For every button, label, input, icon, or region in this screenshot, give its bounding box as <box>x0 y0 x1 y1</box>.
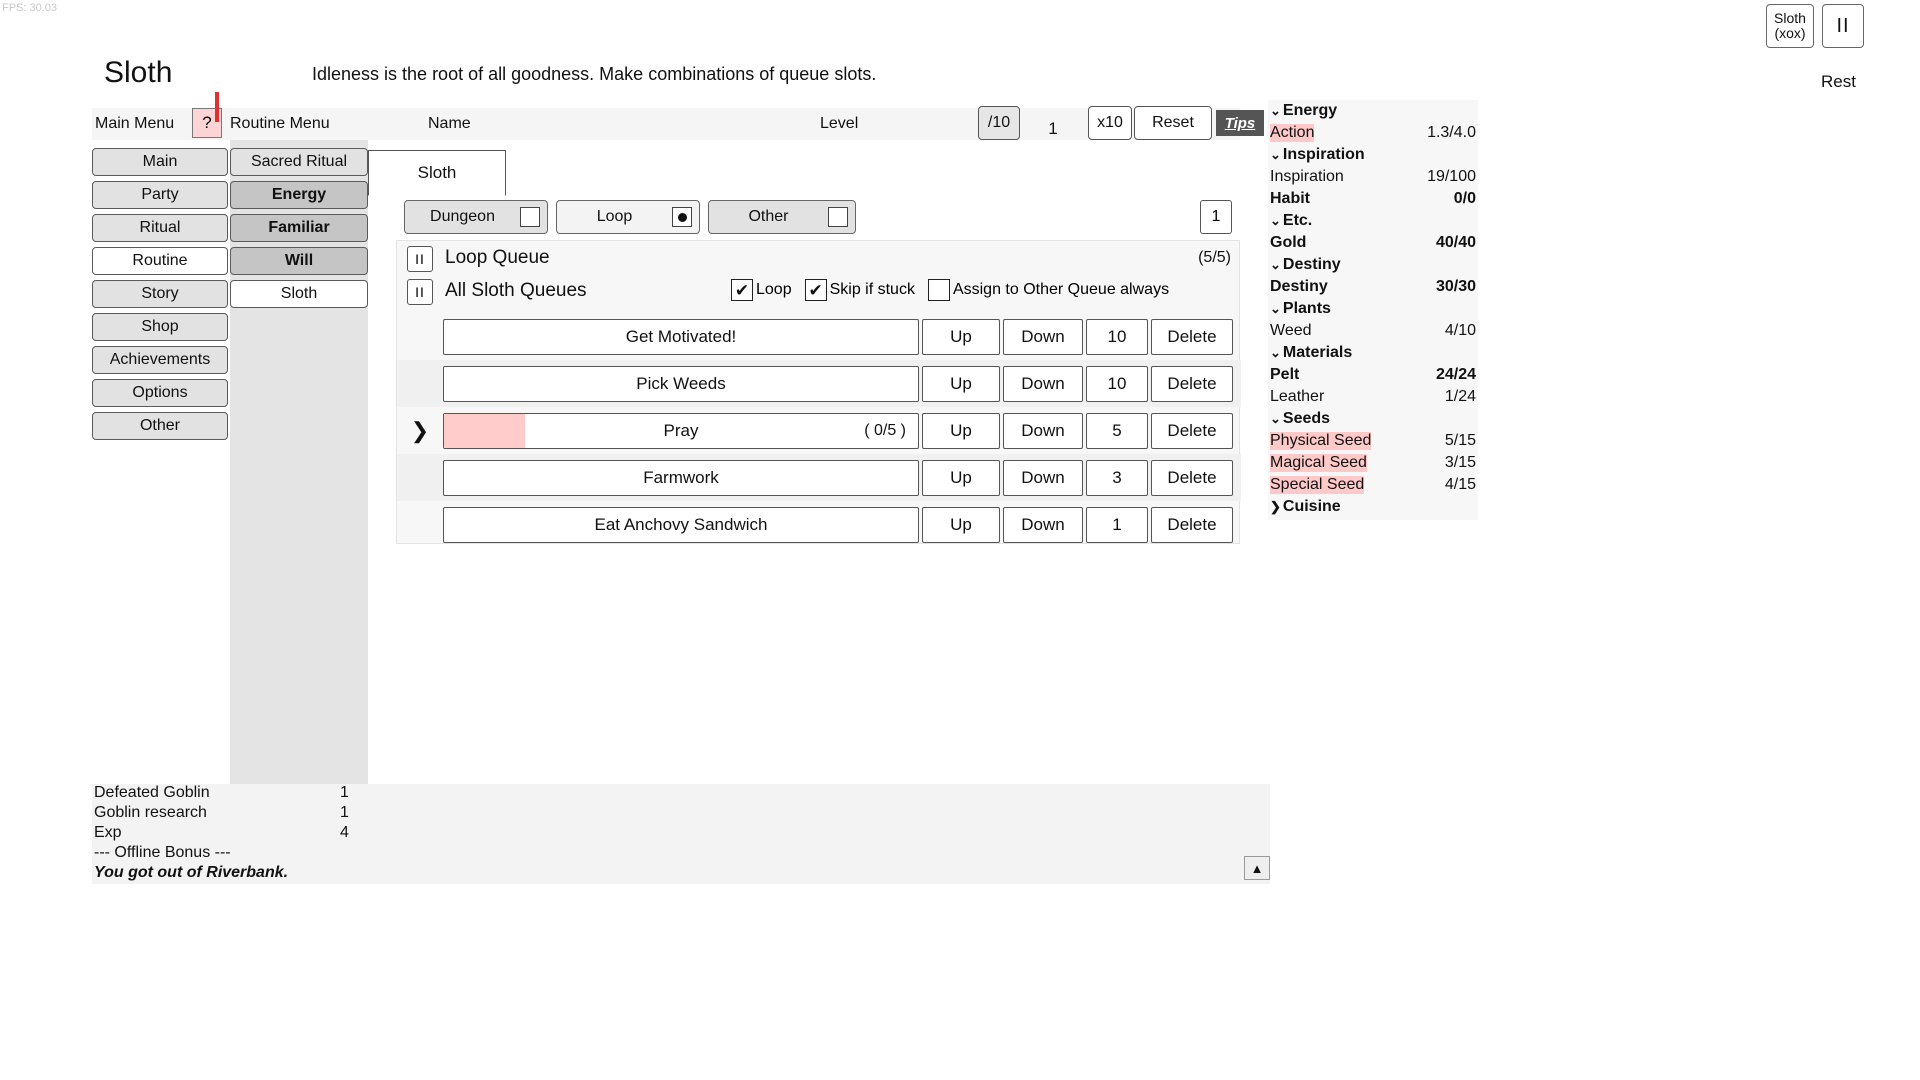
resource-value: 4/15 <box>1444 476 1476 493</box>
checkbox-skip-if-stuck-label: Skip if stuck <box>829 281 915 298</box>
routine-menu-item-label: Energy <box>271 186 327 203</box>
sloth-status-line1: Sloth <box>1774 10 1806 27</box>
checkbox-skip-if-stuck[interactable]: ✔ <box>805 279 827 301</box>
top-right-controls <box>1766 4 1864 48</box>
main-menu-item-label: Achievements <box>109 351 211 368</box>
queue-type-loop[interactable] <box>556 200 700 234</box>
log-row <box>92 804 1270 824</box>
queue-slot-delete-button[interactable]: Delete <box>1151 413 1233 449</box>
queue-slot-count-input[interactable]: 3 <box>1086 460 1148 496</box>
main-menu-label: Main Menu <box>95 115 175 132</box>
resource-group-label: Etc. <box>1282 212 1313 229</box>
chevron-down-icon: ⌄ <box>1270 411 1281 426</box>
checkbox-assign-other-queue-label: Assign to Other Queue always <box>952 281 1170 298</box>
log-row-value: 4 <box>340 824 349 841</box>
checkbox-loop-label: Loop <box>756 281 792 298</box>
queue-slot-down-button[interactable]: Down <box>1003 460 1083 496</box>
resource-row <box>1268 364 1478 386</box>
chevron-down-icon: ⌄ <box>1270 301 1281 316</box>
main-menu-item-shop[interactable] <box>92 313 228 341</box>
resources-panel <box>1268 100 1478 520</box>
resource-label: Habit <box>1270 190 1310 207</box>
routine-menu-item-label: Will <box>284 252 314 269</box>
chevron-down-icon: ⌄ <box>1270 213 1281 228</box>
chevron-down-icon: ⌄ <box>1270 147 1281 162</box>
log-row <box>92 784 1270 804</box>
log-message: You got out of Riverbank. <box>94 864 289 881</box>
resource-row <box>1268 430 1478 452</box>
resource-group-plants[interactable] <box>1268 298 1478 320</box>
resource-value: 0/0 <box>1453 190 1476 207</box>
log-row-value: 1 <box>340 784 349 801</box>
loop-queue-title: Loop Queue <box>445 247 550 268</box>
resource-row <box>1268 166 1478 188</box>
queue-slot-up-button[interactable]: Up <box>922 366 1000 402</box>
queue-type-loop-label: Loop <box>596 208 633 225</box>
resource-group-label: Cuisine <box>1282 498 1341 515</box>
x10-button[interactable]: x10 <box>1088 106 1132 140</box>
rest-label: Rest <box>1821 72 1856 91</box>
routine-menu-item-label: Familiar <box>268 219 330 236</box>
queue-type-other-label: Other <box>748 208 789 225</box>
queue-slot-count-input[interactable]: 10 <box>1086 366 1148 402</box>
chevron-down-icon: ⌄ <box>1270 257 1281 272</box>
reset-button[interactable]: Reset <box>1134 106 1212 140</box>
routine-menu-item-familiar[interactable] <box>230 214 368 242</box>
pause-loop-queue-button[interactable]: II <box>407 246 433 272</box>
resource-group-energy[interactable] <box>1268 100 1478 122</box>
main-menu-item-label: Routine <box>132 252 188 269</box>
help-button[interactable]: ? <box>192 108 222 138</box>
queue-slot-delete-button[interactable]: Delete <box>1151 507 1233 543</box>
slash10-button[interactable]: /10 <box>978 106 1020 140</box>
routine-menu-item-energy[interactable] <box>230 181 368 209</box>
main-menu-item-other[interactable] <box>92 412 228 440</box>
routine-menu-item-label: Sacred Ritual <box>250 153 348 170</box>
tab-sloth[interactable]: Sloth <box>368 150 506 196</box>
queue-slot-up-button[interactable]: Up <box>922 507 1000 543</box>
queue-slot-down-button[interactable]: Down <box>1003 319 1083 355</box>
main-menu-item-ritual[interactable] <box>92 214 228 242</box>
queue-slot-count-input[interactable]: 10 <box>1086 319 1148 355</box>
pause-button[interactable]: II <box>1822 4 1864 48</box>
resource-label: Inspiration <box>1270 168 1344 185</box>
red-marker-help <box>215 92 219 122</box>
resource-row <box>1268 232 1478 254</box>
radio-icon-other[interactable] <box>828 207 848 227</box>
main-menu-item-label: Party <box>141 186 179 203</box>
page-title: Sloth <box>104 56 173 89</box>
resource-group-seeds[interactable] <box>1268 408 1478 430</box>
resource-label: Destiny <box>1270 278 1328 295</box>
main-menu-item-achievements[interactable] <box>92 346 228 374</box>
resource-label: Special Seed <box>1270 476 1365 493</box>
resource-value: 24/24 <box>1435 366 1476 383</box>
resource-row <box>1268 276 1478 298</box>
all-sloth-queues-title: All Sloth Queues <box>445 280 587 301</box>
main-menu-item-main[interactable] <box>92 148 228 176</box>
queue-slot-up-button[interactable]: Up <box>922 319 1000 355</box>
routine-menu-label: Routine Menu <box>230 115 330 132</box>
queue-slot-row <box>397 501 1241 548</box>
log-row-key: Exp <box>94 824 122 841</box>
resource-value: 40/40 <box>1435 234 1476 251</box>
routine-menu-item-will[interactable] <box>230 247 368 275</box>
resource-group-etc[interactable] <box>1268 210 1478 232</box>
resource-label: Leather <box>1270 388 1325 405</box>
log-separator: --- Offline Bonus --- <box>94 844 231 861</box>
queue-slot-name-label: Farmwork <box>643 467 719 487</box>
fps-counter: FPS: 30.03 <box>2 2 58 14</box>
queue-type-bar <box>396 200 1240 234</box>
resource-value: 19/100 <box>1427 168 1476 185</box>
queue-slot-progress-fill <box>444 414 525 448</box>
routine-menu-column <box>230 148 368 313</box>
log-row-key: Goblin research <box>94 804 207 821</box>
resource-row <box>1268 474 1478 496</box>
routine-menu-item-sloth[interactable] <box>230 280 368 308</box>
queue-slot-name-button[interactable] <box>443 460 919 496</box>
queue-slot-row <box>397 313 1241 360</box>
queue-panel <box>396 240 1240 544</box>
resource-label: Weed <box>1270 322 1312 339</box>
resource-value: 5/15 <box>1444 432 1476 449</box>
resource-value: 3/15 <box>1444 454 1476 471</box>
checkbox-loop[interactable]: ✔ <box>731 279 753 301</box>
resource-value: 30/30 <box>1435 278 1476 295</box>
resource-row <box>1268 386 1478 408</box>
loop-queue-count: (5/5) <box>1198 249 1231 266</box>
resource-value: 1/24 <box>1444 388 1476 405</box>
queue-slot-name-button[interactable] <box>443 413 919 449</box>
queue-slot-count-input[interactable]: 5 <box>1086 413 1148 449</box>
main-menu-column <box>92 148 228 445</box>
queue-slot-name-button[interactable] <box>443 366 919 402</box>
resource-group-materials[interactable] <box>1268 342 1478 364</box>
queue-type-counter: 1 <box>1200 200 1232 234</box>
main-menu-item-label: Options <box>132 384 188 401</box>
log-scroll-up-button[interactable]: ▲ <box>1244 856 1270 880</box>
queue-slot-name-label: Pick Weeds <box>636 373 726 393</box>
resource-group-destiny[interactable] <box>1268 254 1478 276</box>
queue-slot-name-button[interactable] <box>443 507 919 543</box>
sloth-status-line2: (xox) <box>1774 25 1806 41</box>
log-row-key: Defeated Goblin <box>94 784 210 801</box>
resource-group-label: Inspiration <box>1282 146 1365 163</box>
chevron-down-icon: ⌄ <box>1270 345 1281 360</box>
queue-type-other[interactable] <box>708 200 856 234</box>
main-menu-item-options[interactable] <box>92 379 228 407</box>
queue-slot-count-input[interactable]: 1 <box>1086 507 1148 543</box>
queue-slot-row <box>397 454 1241 501</box>
queue-slot-down-button[interactable]: Down <box>1003 366 1083 402</box>
resource-group-label: Seeds <box>1282 410 1331 427</box>
pause-all-queues-button[interactable]: II <box>407 279 433 305</box>
chevron-down-icon: ⌄ <box>1270 103 1281 118</box>
queue-options <box>731 279 1179 301</box>
queue-slot-row <box>397 360 1241 407</box>
main-menu-item-label: Ritual <box>139 219 181 236</box>
routine-menu-item-sacred-ritual[interactable] <box>230 148 368 176</box>
main-menu-item-label: Other <box>139 417 180 434</box>
checkbox-assign-other-queue[interactable] <box>928 279 950 301</box>
resource-value: 4/10 <box>1444 322 1476 339</box>
event-log <box>92 784 1270 884</box>
resource-label: Magical Seed <box>1270 454 1367 471</box>
chevron-right-icon: ❯ <box>1270 499 1281 514</box>
queue-slot-name-label: Pray <box>663 420 699 440</box>
resource-label: Gold <box>1270 234 1307 251</box>
queue-slot-delete-button[interactable]: Delete <box>1151 366 1233 402</box>
main-menu-item-label: Story <box>141 285 179 302</box>
main-menu-item-party[interactable] <box>92 181 228 209</box>
main-menu-item-story[interactable] <box>92 280 228 308</box>
queue-slot-down-button[interactable]: Down <box>1003 413 1083 449</box>
resource-group-inspiration[interactable] <box>1268 144 1478 166</box>
queue-slot-down-button[interactable]: Down <box>1003 507 1083 543</box>
resource-label: Action <box>1270 124 1315 141</box>
queue-type-dungeon[interactable] <box>404 200 548 234</box>
resource-group-label: Energy <box>1282 102 1338 119</box>
main-menu-item-label: Main <box>142 153 178 170</box>
name-column-header: Name <box>428 115 471 132</box>
level-count-value: 1 <box>1048 119 1058 138</box>
resource-row <box>1268 452 1478 474</box>
radio-icon-loop[interactable] <box>672 207 692 227</box>
resource-group-label: Plants <box>1282 300 1331 317</box>
active-slot-arrow-icon: ❯ <box>410 417 430 443</box>
resource-label: Pelt <box>1270 366 1300 383</box>
queue-slot-name-button[interactable] <box>443 319 919 355</box>
resource-label: Physical Seed <box>1270 432 1372 449</box>
log-row-value: 1 <box>340 804 349 821</box>
resource-value: 1.3/4.0 <box>1427 124 1476 141</box>
resource-row <box>1268 122 1478 144</box>
resource-group-label: Materials <box>1282 344 1353 361</box>
page-subtitle: Idleness is the root of all goodness. Make combinations of queue slots. <box>312 64 877 84</box>
queue-slot-progress-label: ( 0/5 ) <box>864 421 906 439</box>
main-menu-item-label: Shop <box>141 318 179 335</box>
queue-slot-up-button[interactable]: Up <box>922 413 1000 449</box>
queue-slot-delete-button[interactable]: Delete <box>1151 460 1233 496</box>
routine-menu-item-label: Sloth <box>280 285 318 302</box>
resource-group-cuisine[interactable] <box>1268 496 1478 518</box>
main-menu-item-routine[interactable] <box>92 247 228 275</box>
resource-row <box>1268 320 1478 342</box>
level-column-header: Level <box>820 115 859 132</box>
sloth-status-button[interactable] <box>1766 4 1814 48</box>
radio-icon-dungeon[interactable] <box>520 207 540 227</box>
queue-slot-name-label: Get Motivated! <box>625 326 737 346</box>
queue-slot-row <box>397 407 1241 454</box>
queue-type-dungeon-label: Dungeon <box>430 208 495 225</box>
resource-row <box>1268 188 1478 210</box>
queue-slot-name-label: Eat Anchovy Sandwich <box>594 514 768 534</box>
resource-group-label: Destiny <box>1282 256 1341 273</box>
queue-slot-up-button[interactable]: Up <box>922 460 1000 496</box>
tips-button[interactable]: Tips <box>1216 110 1264 136</box>
queue-slot-delete-button[interactable]: Delete <box>1151 319 1233 355</box>
log-row <box>92 824 1270 844</box>
